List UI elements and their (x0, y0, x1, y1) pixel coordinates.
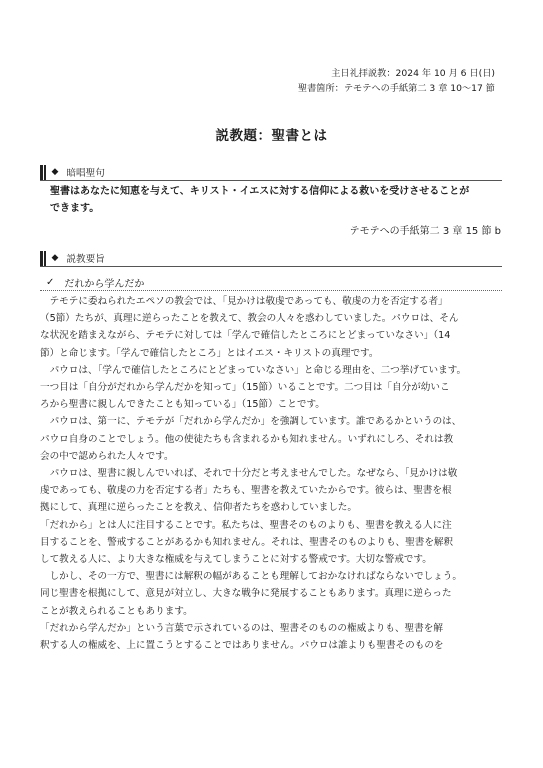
body-text-line: 「だれから」とは人に注目することです。私たちは、聖書そのものよりも、聖書を教える人に注 (40, 519, 452, 531)
body-text-line: 会の中で認められた人々です。 (40, 450, 174, 462)
body-text-line: パウロは、「学んで確信したところにとどまっていなさい」と命じる理由を、二つ挙げています。 (40, 364, 467, 376)
sermon-title: 説教題：聖書とは (215, 128, 328, 144)
body-text-line: 釈する人の権威を、上に置こうとすることではありません。パウロは誰よりも聖書そのものを (40, 640, 444, 651)
memory-verse-reference: テモテへの手紙第二 3 章 15 節 b (349, 226, 501, 237)
subheading-who-learned-from (40, 274, 502, 291)
body-text-line: 拠にして、真理に逆らったことを教え、信仰者たちを惑わしていました。 (40, 502, 357, 514)
diamond-icon: ◆ (51, 167, 59, 177)
body-text-line: テモテに委ねられたエペソの教会では、「見かけは敬虔であっても、敬虔の力を否定する者」 (40, 296, 448, 307)
section-bar-marker-thin (44, 251, 46, 266)
body-text-line: 同じ聖書を根拠にして、意見が対立し、大きな戦争に発展することもあります。真理に逆らった (40, 588, 452, 600)
body-text-line: パウロは、聖書に親しんでいれば、それで十分だと考えませんでした。なぜなら、「見かけは敬 (40, 468, 458, 479)
body-text-line: 一つ目は「自分がだれから学んだかを知って」（15節）いることです。二つ目は「自分が幼いこ (40, 382, 450, 393)
body-text-line: 「だれから学んだか」という言葉で示されているのは、聖書そのものの権威よりも、聖書を解 (40, 622, 443, 634)
body-text-line: しかし、その一方で、聖書には解釈の幅があることも理解しておかなければならないでしょう。 (40, 571, 462, 583)
section-label-summary: 説教要旨 (66, 254, 105, 265)
body-text-line: 虔であっても、敬虔の力を否定する者」たちも、聖書を教えていたからです。彼らは、聖書を根 (40, 485, 452, 497)
section-header-recitation (40, 164, 502, 181)
body-text-line: な状況を踏まえながら、テモテに対しては「学んで確信したところにとどまっていなさい」（14 (40, 330, 451, 342)
section-bar-marker (40, 165, 43, 180)
body-text-line: パウロは、第一に、テモテが「だれから学んだか」を強調しています。誰であるかというのは、 (40, 416, 462, 428)
memory-verse-line-2: できます。 (50, 203, 100, 214)
body-text-line: 節）と命じます。「学んで確信したところ」とはイエス・キリストの真理です。 (40, 347, 379, 359)
body-text-line: ことが教えられることもあります。 (40, 605, 193, 617)
section-header-summary (40, 250, 502, 267)
section-bar-marker (40, 251, 43, 266)
subheading-label: だれから学んだか (64, 278, 145, 290)
body-text-line: して教える人に、より大きな権威を与えてしまうことに対する警戒です。大切な警戒です。 (40, 554, 432, 565)
scripture-location: 聖書箇所：テモテへの手紙第二 3 章 10～17 節 (297, 83, 495, 94)
section-label-recitation: 暗唱聖句 (66, 168, 105, 179)
diamond-icon: ◆ (51, 253, 59, 263)
memory-verse-line-1: 聖書はあなたに知恵を与えて、キリスト・イエスに対する信仰による救いを受けさせることが (50, 186, 470, 197)
body-text-line: ろから聖書に親しんできたことも知っている」（15節）ことです。 (40, 399, 325, 411)
service-date: 主日礼拝説教：2024 年 10 月 6 日(日) (331, 68, 495, 79)
check-icon: ✓ (46, 276, 55, 288)
body-text-line: 目することを、警戒することがあるかも知れません。それは、聖書そのものよりも、聖書を解釈 (40, 536, 454, 548)
section-bar-marker-thin (44, 165, 46, 180)
body-text-line: パウロ自身のことでしょう。他の使徒たちも含まれるかも知れません。いずれにしろ、それは教 (40, 433, 454, 445)
body-text-line: （5節）たちが、真理に逆らったことを教えて、教会の人々を惑わしていました。パウロは、そん (40, 313, 459, 325)
